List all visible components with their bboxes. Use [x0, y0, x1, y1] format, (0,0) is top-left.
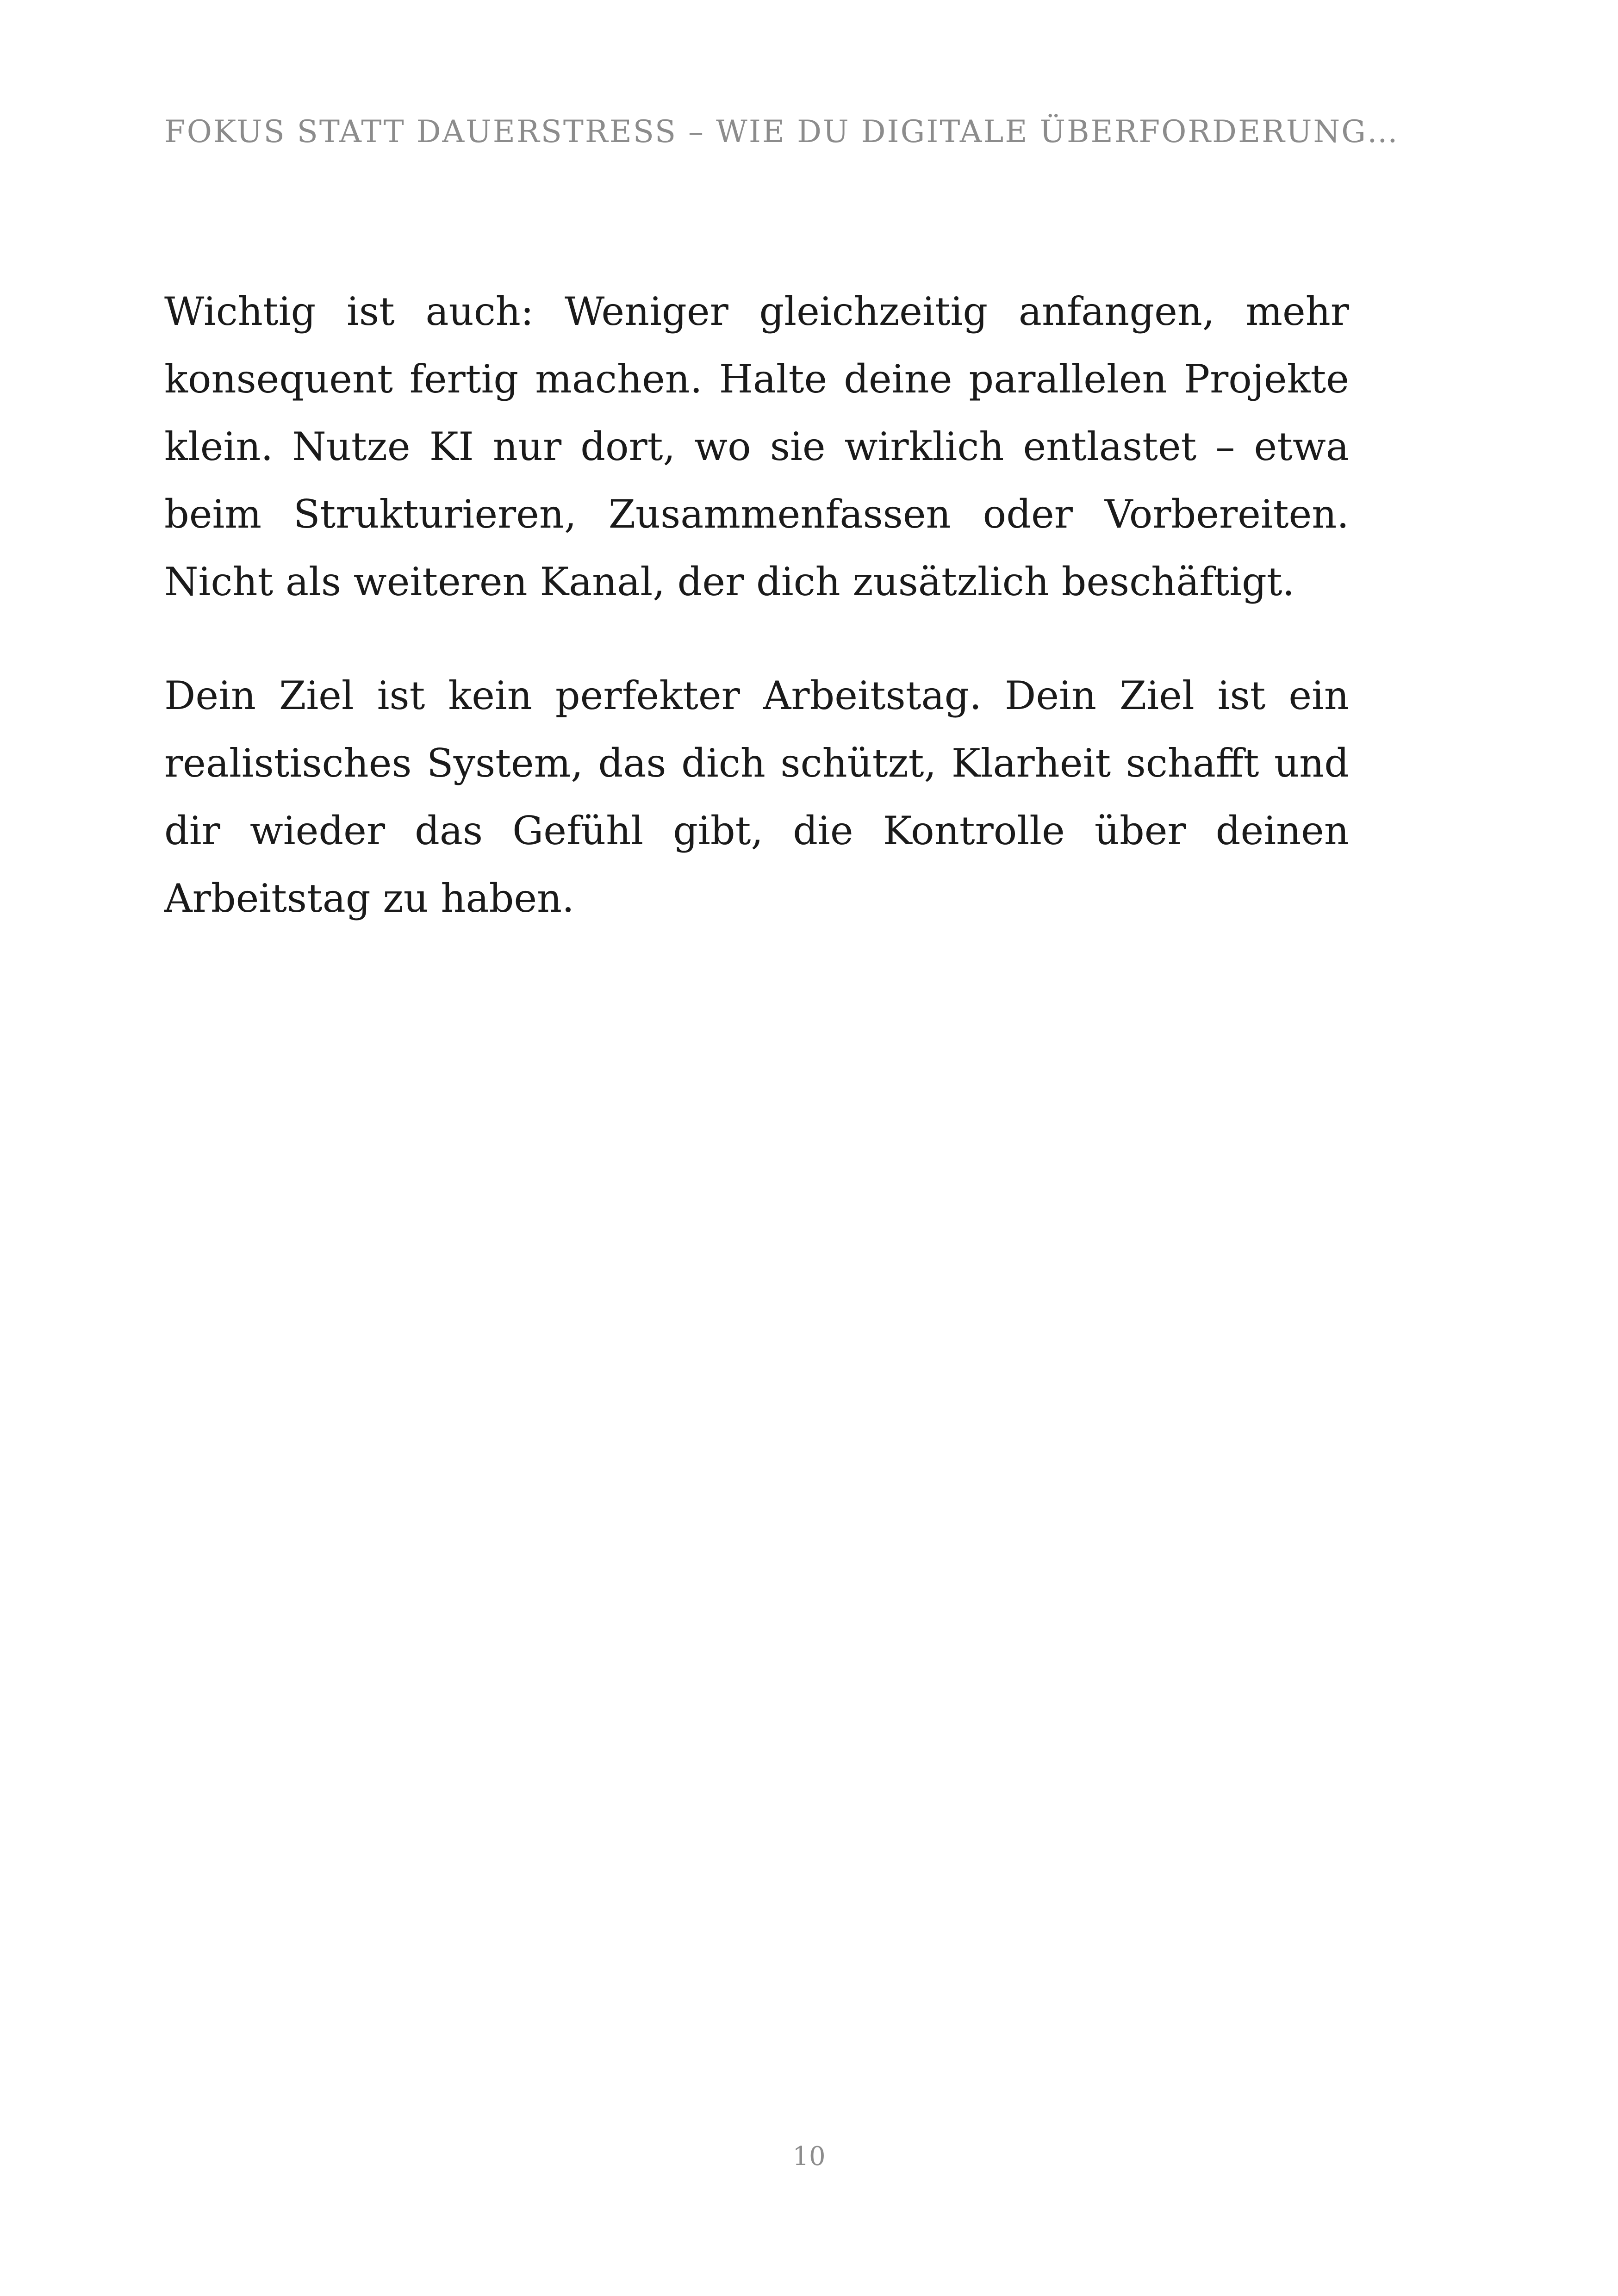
- page-number: 10: [792, 2141, 826, 2172]
- paragraph-2: Dein Ziel ist kein perfekter Arbeitstag. Dein Ziel ist ein realistisches System, das dich schützt, Klarheit schafft und dir wieder das Gefühl gibt, die Kontrolle über deinen Arbeitstag zu haben.: [164, 673, 1349, 921]
- body-text: [164, 278, 1349, 978]
- running-header: FOKUS STATT DAUERSTRESS – WIE DU DIGITALE ÜBERFORDERUNG…: [164, 114, 1399, 149]
- paragraph-1: Wichtig ist auch: Weniger gleichzeitig anfangen, mehr konsequent fertig machen. Halte deine parallelen Projekte klein. Nutze KI nur dort, wo sie wirklich entlastet – etwa beim Strukturieren, Zusammenfassen oder Vorbereiten. Nicht als weiteren Kanal, der dich zusätzlich beschäftigt.: [164, 289, 1349, 604]
